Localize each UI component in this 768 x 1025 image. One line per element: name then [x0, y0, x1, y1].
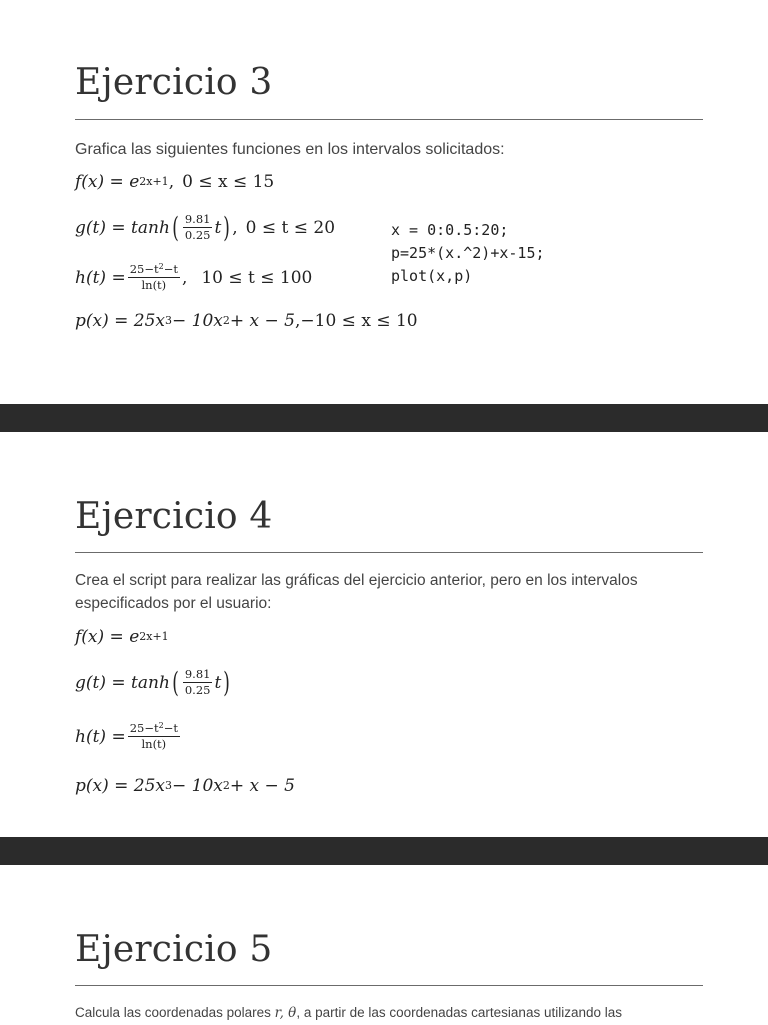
- slide-separator: [0, 404, 768, 432]
- p-part-b: − 10x: [172, 776, 223, 796]
- p-part-c: + x − 5: [229, 776, 295, 796]
- g-interval: 0 ≤ t ≤ 20: [245, 217, 336, 238]
- p-part-c: + x − 5: [229, 311, 295, 331]
- h-lhs: h(t) =: [75, 726, 126, 747]
- f-lhs: f(x) = e: [75, 172, 140, 192]
- equation-h: h(t) = $\frac{25-t^2-t}{\ln(t)}$ , 10 ≤ t ≤ 100: [75, 262, 313, 292]
- g-numerator: 9.81: [184, 212, 211, 226]
- slide-intro: Crea el script para realizar las gráficas del ejercicio anterior, pero en los intervalos especificados por el usuario:: [75, 572, 638, 612]
- p-interval: ,−10 ≤ x ≤ 10: [295, 311, 418, 331]
- equation-p: p(x) = 25x 3 − 10x 2 + x − 5: [75, 776, 295, 796]
- slide-title: Ejercicio 3: [75, 62, 273, 103]
- h-numerator-a: 25−t: [129, 721, 159, 735]
- slide-intro: Grafica las siguientes funciones en los intervalos solicitados:: [75, 141, 505, 158]
- h-fraction: [128, 263, 180, 292]
- equation-g: g(t) = tanh ( $\frac{9.81}{0.25}$ t ) , 0 ≤ t ≤ 20: [75, 210, 336, 244]
- slide-ejercicio-3: [0, 0, 768, 404]
- h-interval: 10 ≤ t ≤ 100: [201, 267, 313, 288]
- h-fraction: [128, 722, 180, 751]
- h-denominator: ln(t): [141, 278, 167, 292]
- p-part-a: p(x) = 25x: [75, 776, 166, 796]
- slide-ejercicio-5: [0, 865, 768, 1024]
- p-part-b: − 10x: [172, 311, 223, 331]
- slide-intro: [75, 1001, 715, 1025]
- equation-f: f(x) = e 2x+1 , 0 ≤ x ≤ 15: [75, 172, 275, 192]
- h-numerator-b: −t: [163, 721, 178, 735]
- p-part-a: p(x) = 25x: [75, 311, 166, 331]
- g-variable: t: [214, 672, 222, 693]
- g-lhs: g(t) = tanh: [75, 672, 170, 693]
- intro-variables: r, θ: [274, 1005, 297, 1021]
- title-divider: [75, 985, 703, 986]
- equation-g: g(t) = tanh ( $\frac{9.81}{0.25}$ t ): [75, 665, 231, 699]
- h-numerator-b: −t: [163, 262, 178, 276]
- g-fraction: [183, 668, 213, 697]
- code-line: plot(x,p): [391, 267, 473, 285]
- g-denominator: 0.25: [184, 683, 211, 697]
- g-variable: t: [214, 217, 222, 238]
- f-interval: 0 ≤ x ≤ 15: [182, 172, 275, 192]
- h-numerator-a: 25−t: [129, 262, 159, 276]
- slide-ejercicio-4: [0, 432, 768, 837]
- intro-text-end: , a partir de las coordenadas cartesianas utilizando las: [296, 1005, 622, 1020]
- g-denominator: 0.25: [184, 228, 211, 242]
- equation-h: [75, 722, 182, 751]
- slide-separator: [0, 837, 768, 865]
- h-denominator: ln(t): [141, 737, 167, 751]
- equation-f: f(x) = e 2x+1: [75, 627, 169, 647]
- h-numerator-exp: 2: [158, 262, 164, 271]
- intro-text-start: Calcula las coordenadas polares: [75, 1005, 275, 1020]
- equation-p: p(x) = 25x 3 − 10x 2 + x − 5 ,−10 ≤ x ≤ 10: [75, 311, 418, 331]
- code-line: p=25*(x.^2)+x-15;: [391, 244, 545, 262]
- g-fraction: [183, 213, 213, 242]
- slide-title: Ejercicio 5: [75, 929, 273, 970]
- code-line: x = 0:0.5:20;: [391, 221, 509, 239]
- code-block: [391, 219, 545, 288]
- g-numerator: 9.81: [184, 667, 211, 681]
- slide-title: Ejercicio 4: [75, 496, 273, 537]
- g-lhs: g(t) = tanh: [75, 217, 170, 238]
- h-lhs: h(t) =: [75, 267, 126, 288]
- h-numerator-exp: 2: [158, 721, 164, 730]
- f-lhs: f(x) = e: [75, 627, 140, 647]
- title-divider: [75, 552, 703, 553]
- title-divider: [75, 119, 703, 120]
